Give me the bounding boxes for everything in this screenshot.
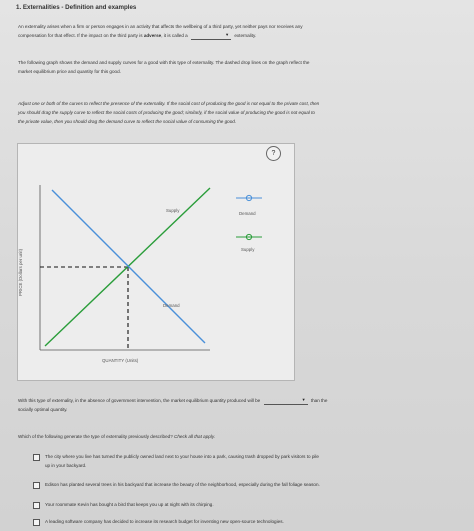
section-title: 1. Externalities - Definition and examples xyxy=(16,4,137,11)
choice-1 xyxy=(45,452,319,470)
q2-text-a: With this type of externality, in the absence of government intervention, the market equilibrium quantity produced will be xyxy=(18,398,261,403)
supply-curve-label: Supply xyxy=(166,208,180,213)
adjust-line-2: you should drag the supply curve to reflect the social costs of producing the good; similarly, if the social value of producing the good is not equal to xyxy=(18,110,315,115)
help-button[interactable]: ? xyxy=(266,146,281,161)
q2-line-2: socially optimal quantity. xyxy=(18,407,68,412)
q2-line-1 xyxy=(18,396,327,405)
intro-bold-adverse: adverse xyxy=(143,33,162,38)
demand-curve-label: Demand xyxy=(163,303,180,308)
choice-1-checkbox[interactable] xyxy=(33,454,40,461)
intro-text-3: externality. xyxy=(234,33,257,38)
legend-demand-label: Demand xyxy=(239,211,256,216)
y-axis-label: PRICE (Dollars per unit) xyxy=(18,248,23,296)
question-2 xyxy=(18,396,327,414)
dropdown-arrow-icon: ▼ xyxy=(225,32,230,37)
intro-line-1: An externality arises when a firm or person engages in an activity that affects the wellbeing of a third party, yet neither pays nor receives any xyxy=(18,24,303,29)
question-3-prompt xyxy=(18,432,215,441)
x-axis-label: QUANTITY (Units) xyxy=(102,358,139,363)
dropdown-arrow-icon: ▼ xyxy=(301,397,306,402)
legend-supply-marker[interactable] xyxy=(236,234,262,239)
legend-supply-label: Supply xyxy=(241,247,255,252)
quantity-comparison-dropdown[interactable] xyxy=(264,398,308,405)
choice-3-checkbox[interactable] xyxy=(33,502,40,509)
graph-intro-line-1: The following graph shows the demand and supply curves for a good with this type of externality. The dashed drop lines on the graph reflect the xyxy=(18,60,310,65)
demand-curve[interactable] xyxy=(52,190,205,343)
graph-intro-line-2: market equilibrium price and quantity for this good. xyxy=(18,69,121,74)
choice-1-line-2: up in your backyard. xyxy=(45,463,87,468)
adjust-line-3: the private value, then you should drag the demand curve to reflect the social value of consuming the good. xyxy=(18,119,237,124)
q2-text-b: than the xyxy=(310,398,328,403)
adjust-line-1: Adjust one or both of the curves to reflect the presence of the externality. If the social cost of producing the good is not equal to the private cost, then xyxy=(18,101,320,106)
choice-3: Your roommate Kevin has bought a bird that keeps you up at night with its chirping. xyxy=(45,502,214,507)
choice-4: A leading software company has decided to increase its research budget for inventing new open-source technologies. xyxy=(45,519,284,524)
q3-prompt-italic: Check all that apply. xyxy=(174,434,216,439)
intro-text-2: , it is called a xyxy=(161,33,188,38)
choice-1-line-1: The city where you live has turned the publicly owned land next to your house into a park, causing trash dropped by park visitors to pile xyxy=(45,454,319,459)
intro-text: compensation for that effect. If the impact on the third party is xyxy=(18,33,144,38)
choice-2: Edison has planted several trees in his backyard that increase the beauty of the neighborhood, especially during the fall foliage season. xyxy=(45,482,320,487)
choice-4-checkbox[interactable] xyxy=(33,519,40,526)
choice-2-checkbox[interactable] xyxy=(33,482,40,489)
legend-demand-marker[interactable] xyxy=(236,195,262,200)
q3-prompt-text: Which of the following generate the type of externality previously described? xyxy=(18,434,175,439)
